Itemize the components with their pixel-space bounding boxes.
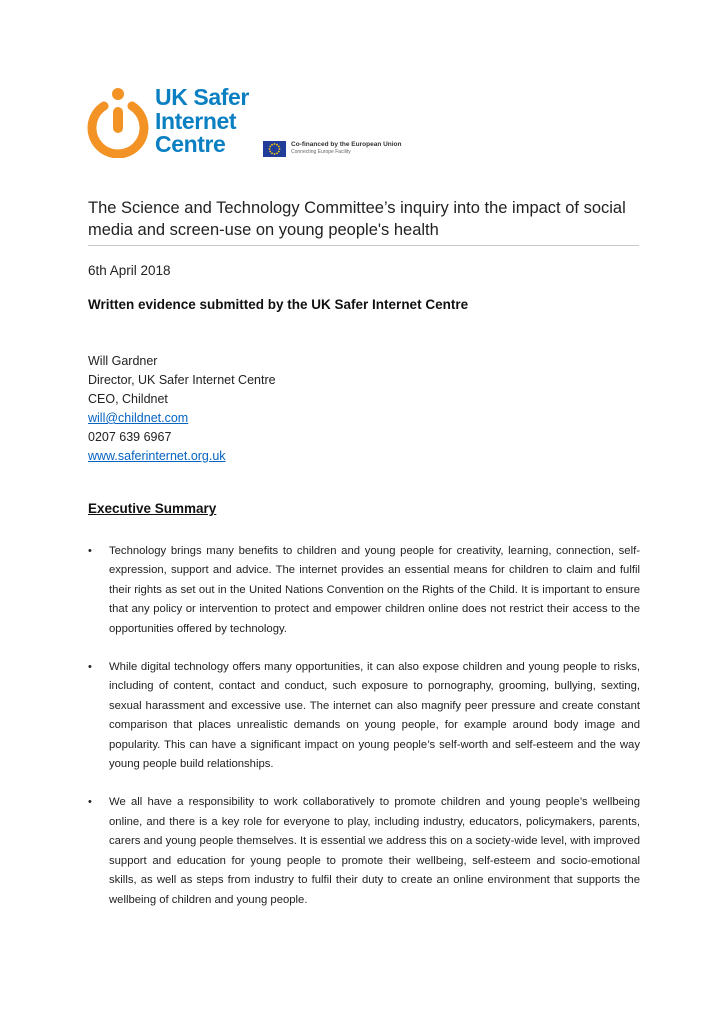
title-divider	[88, 245, 639, 246]
uk-safer-internet-centre-logo	[86, 86, 266, 160]
eu-cofinance-text: Co-financed by the European Union	[291, 141, 402, 148]
logo-line-1: UK Safer	[155, 84, 249, 110]
eu-flag-icon	[263, 141, 286, 157]
summary-bullet	[88, 658, 640, 774]
eu-facility-text: Connecting Europe Facility	[291, 149, 351, 155]
summary-bullet	[88, 542, 640, 639]
email-link[interactable]: will@childnet.com	[88, 411, 189, 425]
power-icon	[86, 86, 154, 158]
bullet-text: While digital technology offers many opportunities, it can also expose children and young people to risks, including of content, contact and conduct, such exposure to pornography, grooming, bullying, sexting, sexual harassment and excessive use. The internet can also magnify peer pressure and create constant comparison that places unrealistic demands on young people, for example around body image and popularity. This can have a significant impact on young people’s self-worth and self-esteem and the way young people build relationships.	[109, 661, 640, 771]
bullet-icon: •	[88, 796, 92, 809]
executive-summary-heading: Executive Summary	[88, 501, 217, 516]
bullet-icon: •	[88, 545, 92, 557]
logo-line-2: Internet	[155, 107, 237, 134]
bullet-icon: •	[88, 661, 92, 674]
website-link[interactable]: www.saferinternet.org.uk	[88, 449, 226, 463]
contact-name: Will Gardner	[88, 354, 158, 368]
document-title: The Science and Technology Committee’s inquiry into the impact of social media and screen-use on young people's health	[88, 199, 626, 239]
bullet-text: We all have a responsibility to work collaboratively to promote children and young people’s wellbeing online, and there is a key role for everyone to play, including industry, educators, policymakers, parents, carers and young people themselves. It is essential we address this on a society-wide level, with improved support and education for young people to promote their wellbeing, self-esteem and socio-emotional skills, as well as steps from industry to fulfil their duty to create an online environment that supports the wellbeing of children and young people.	[109, 796, 640, 906]
contact-role-director: Director, UK Safer Internet Centre	[88, 373, 276, 387]
summary-bullet	[88, 793, 640, 909]
bullet-text: Technology brings many benefits to children and young people for creativity, learning, connection, self-expression, support and advice. The internet provides an essential means for children to claim and fulfil their rights as set out in the United Nations Convention on the Rights of the Child. It is important to ensure that any policy or intervention to protect and empower children online does not restrict their access to the opportunities offered by technology.	[109, 545, 640, 635]
logo-line-3: Centre	[155, 131, 226, 157]
logo-wordmark	[155, 86, 249, 157]
contact-block	[88, 352, 276, 466]
evidence-heading: Written evidence submitted by the UK Safer Internet Centre	[88, 297, 469, 312]
contact-phone: 0207 639 6967	[88, 430, 172, 444]
contact-role-ceo: CEO, Childnet	[88, 392, 168, 406]
document-date: 6th April 2018	[88, 263, 171, 278]
summary-bullet-list	[88, 542, 640, 929]
